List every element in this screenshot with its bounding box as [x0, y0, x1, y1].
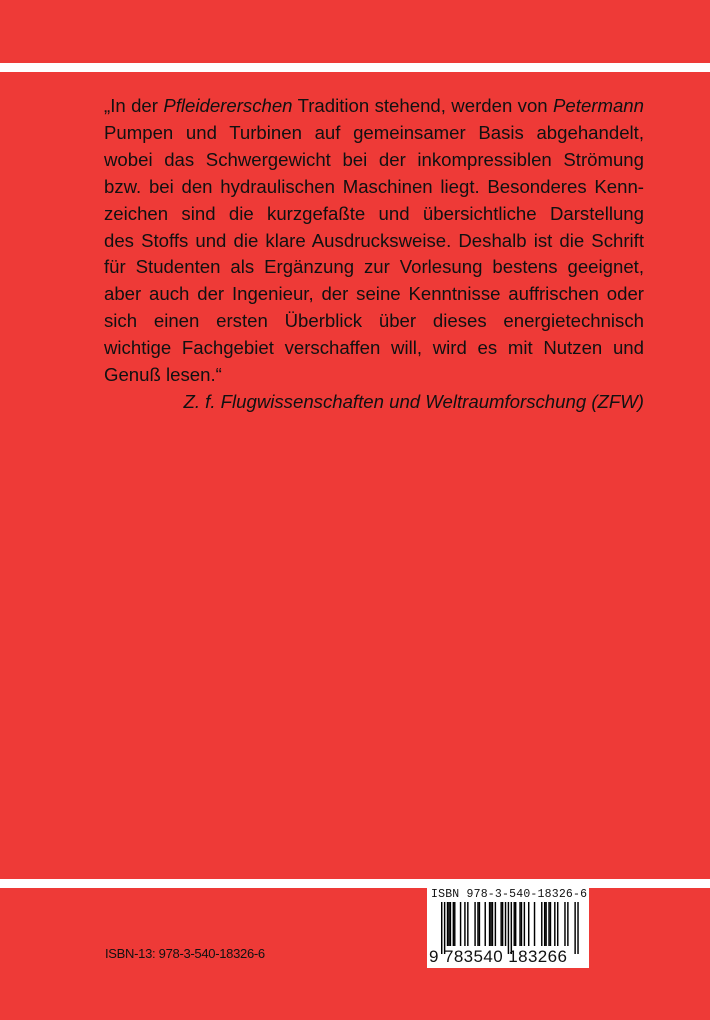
barcode-bar	[548, 902, 549, 946]
quote-line-5: zeichen sind die kurzgefaßte und übersichtliche Darstellung	[104, 202, 644, 224]
barcode-bar	[505, 902, 506, 946]
barcode-bar	[460, 902, 461, 946]
barcode-bar	[545, 902, 546, 946]
quote-line-7: für Studenten als Ergänzung zur Vorlesung bestens geeignet,	[104, 256, 644, 278]
barcode-bar	[447, 902, 448, 946]
barcode-bar	[528, 902, 529, 946]
barcode-bar	[564, 902, 565, 946]
quote-line-6: des Stoffs und die klare Ausdrucksweise. Deshalb ist die Schrift	[104, 229, 644, 251]
barcode-bar	[502, 902, 503, 946]
barcode-digits: 9 783540 183266	[429, 947, 568, 966]
barcode-isbn-text: ISBN 978-3-540-18326-6	[431, 888, 588, 901]
quote-line-9: sich einen ersten Überblick über dieses energietechnisch	[104, 310, 644, 332]
top-white-band	[0, 63, 710, 72]
quote-line-1	[104, 93, 644, 120]
barcode	[427, 886, 589, 968]
quote-line-4: bzw. bei den hydraulischen Maschinen liegt. Besonderes Kenn-	[104, 175, 644, 197]
quote-line-1-start: „In der	[104, 95, 164, 116]
barcode-bar	[454, 902, 455, 946]
quote-source: Z. f. Flugwissenschaften und Weltraumforschung (ZFW)	[183, 390, 644, 412]
barcode-bar	[477, 902, 478, 946]
author-name-petermann: Petermann	[553, 95, 644, 116]
quote-line-11: Genuß lesen.“	[104, 364, 222, 386]
barcode-bar	[450, 902, 451, 946]
quote-line-2: Pumpen und Turbinen auf gemeinsamer Basis abgehandelt,	[104, 121, 644, 143]
bottom-white-band	[0, 879, 710, 888]
barcode-bar	[519, 902, 520, 946]
barcode-bar	[485, 902, 486, 946]
barcode-bar	[448, 902, 449, 946]
barcode-bar	[554, 902, 555, 946]
barcode-bar	[541, 902, 542, 946]
barcode-bar	[524, 902, 525, 946]
barcode-bar	[534, 902, 535, 946]
quote-line-1-middle: Tradition stehend, werden von	[292, 95, 554, 116]
quote-line-3: wobei das Schwergewicht bei der inkompressiblen Strömung	[104, 148, 644, 170]
barcode-bar	[557, 902, 558, 946]
barcode-bar	[495, 902, 496, 946]
barcode-bar	[489, 902, 490, 946]
barcode-bar	[521, 902, 522, 946]
barcode-bar	[474, 902, 475, 946]
isbn13-label: ISBN-13: 978-3-540-18326-6	[105, 946, 265, 961]
quote-line-10: wichtige Fachgebiet verschaffen will, wird es mit Nutzen und	[104, 337, 644, 359]
barcode-bar	[453, 902, 454, 946]
barcode-bar	[467, 902, 468, 946]
barcode-bar	[550, 902, 551, 946]
barcode-bar	[515, 902, 516, 946]
barcode-bar	[567, 902, 568, 946]
barcode-bar	[514, 902, 515, 946]
quote-line-8: aber auch der Ingenieur, der seine Kenntnisse auffrischen oder	[104, 283, 644, 305]
review-quote	[104, 93, 644, 416]
barcode-bar	[500, 902, 501, 946]
barcode-bar	[464, 902, 465, 946]
barcode-bar	[544, 902, 545, 946]
author-name-pfleiderer: Pfleidererschen	[163, 95, 293, 116]
barcode-bar	[479, 902, 480, 946]
barcode-bar	[492, 902, 493, 946]
barcode-bar	[490, 902, 491, 946]
